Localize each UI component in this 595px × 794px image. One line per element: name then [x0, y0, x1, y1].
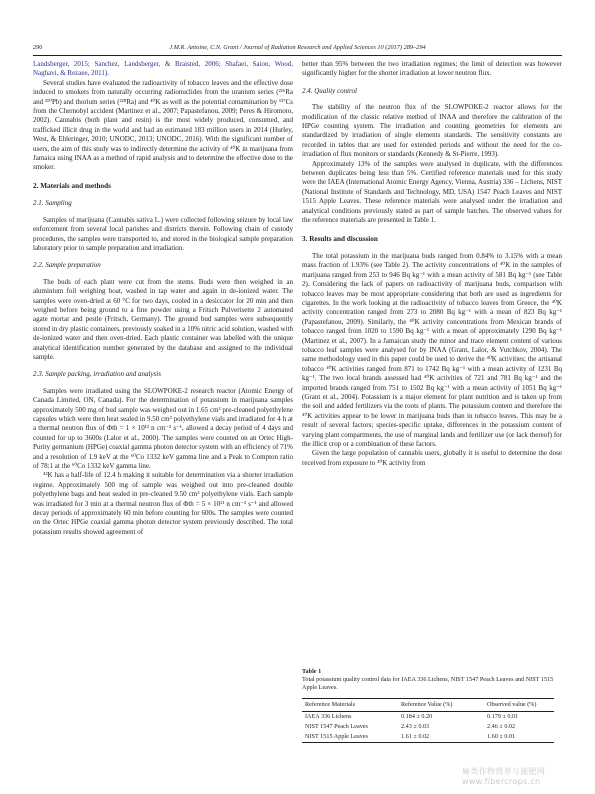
paragraph: ⁴²K has a half-life of 12.4 h making it suitable for determination via a shorter irradiation regime. Approximately 500 mg of sample was weighed out into pre-cleaned double polyethylene bags and heat sealed in pre-cleaned 9.50 cm³ polyethylene vials. Each sample was irradiated for 3 min at a thermal neutron flux of Φth = 5 × 10¹¹ n cm⁻² s⁻¹ and allowed decay periods of approximately 60 min before counting for 600s. The samples were counted on the Ortec HPGe coaxial gamma photon detector system previously described. The total potassium results showed agreement of [33, 471, 293, 536]
table-row [302, 732, 554, 743]
table-cell: NIST 1515 Apple Leaves [302, 732, 398, 743]
paragraph: Approximately 13% of the samples were analysed in duplicate, with the differences between duplicates being less than 5%. Certified reference materials used for this study were the IAEA (International Atomic Energy Agency, Vienna, Austria) 336 – Lichens, NIST (National Institute of Standards and Technology, MD, USA) 1547 Peach Leaves and NIST 1515 Apple Leaves. These reference materials were analysed under the irradiation and analytical conditions previously stated as part of sample batches. The observed values for the reference materials are presented in Table 1. [302, 159, 562, 225]
right-column [302, 60, 562, 468]
paragraph: Samples were irradiated using the SLOWPOKE-2 research reactor (Atomic Energy of Canada Limited, ON, Canada). For the determination of potassium in marijuana samples approximately 500 mg of bud sample was weighed out in 1.65 cm³ pre-cleaned polyethylene capsules which were then heat sealed in 9.50 cm³ polyethylene vials and irradiated for 4 h at a thermal neutron flux of Φth = 1 × 10¹² n cm⁻² s⁻¹, allowed a decay period of 4 days and counted for up to 3600s (Lalor et al., 2000). The samples were counted on an Ortec High-Purity germanium (HPGe) coaxial gamma photon detector system with an efficiency of 71% and a resolution of 1.9 keV at the ⁶⁰Co 1332 keV gamma line and a Peak to Compton ratio of 78:1 at the ⁶⁰Co 1332 keV gamma line. [33, 386, 293, 471]
column-header: Reference Value (%) [398, 699, 484, 712]
paragraph: better than 95% between the two irradiation regimes; the limit of detection was however significantly higher for the shorter irradiation at lower neutron flux. [302, 60, 562, 78]
table-row [302, 712, 554, 723]
journal-citation: J.M.R. Antoine, C.N. Grant / Journal of Radiation Research and Applied Sciences 10 (2017) 289–294 [169, 44, 426, 51]
column-header: Reference Materials [302, 699, 398, 712]
subsection-heading: 2.1. Sampling [33, 199, 72, 208]
paragraph: The total potassium in the marijuana buds ranged from 0.84% to 3.15% with a mean mass fraction of 1.93% (see Table 2). The activity concentrations of ⁴⁰K in the samples of marijuana ranged from 253 to 946 Bq kg⁻¹ with a mean activity of 581 Bq kg⁻¹ (see Table 2). Considering the lack of papers on radioactivity of marijuana buds, comparison with tobacco leaves may be most appropriate considering that both are used as ingredients for cigarettes. In the work looking at the radioactivity of tobacco leaves from Greece, the ⁴⁰K activity concentration ranged from 273 to 2080 Bq kg⁻¹ with a mean of 823 Bq kg⁻¹ (Papastefanou, 2009). Similarly, the ⁴⁰K activity concentrations from Mexican brands of tobacco ranged from 1020 to 1590 Bq kg⁻¹ with a mean of approximately 1290 Bq kg⁻¹ (Martinez et al., 2007). In a Jamaican study the minor and trace element content of various tobacco leaf samples were analysed for by INAA (Grant, Lalor, & Vutchkov, 2004). The same methodology used in this paper could be used to derive the ⁴⁰K activities; the artisanal tobacco ⁴⁰K activities ranged from 871 to 1742 Bq kg⁻¹ with a mean activity of 1231 Bq kg⁻¹. The two local brands assessed had ⁴⁰K activities of 721 and 781 Bq kg⁻¹ and the imported brands ranged from 751 to 1502 Bq kg⁻¹ with a mean activity of 1051 Bq kg⁻¹ (Grant et al., 2004). Potassium is a major element for plant nutrition and is taken up from the soil and added fertilizers via the roots of plants. The potassium content and therefore the ⁴⁰K activities appear to be lower in marijuana buds than in tobacco leaves. This may be a result of several factors; species-specific uptake, differences in the potassium content of varying plant compartments, the use of marginal lands and fertilizer use (or lack thereof) for the illicit crop or a combination of these factors. [302, 251, 562, 449]
paragraph: Several studies have evaluated the radioactivity of tobacco leaves and the effective dose induced to smokers from naturally occurring radionuclides from the uranium series (²²⁶Ra and ²¹⁰Pb) and thorium series (²²⁸Ra) and ⁴⁰K as well as the potential contamination by ¹³⁷Cs from the Chernobyl accident (Martinez et al., 2007; Papastefanou, 2009; Peres & Hiromoto, 2002). Cannabis (both plant and resin) is the most widely produced, consumed, and trafficked illicit drug in the world and had an estimated 183 million users in 2014 (Hurley, West, & Ehleringer, 2010; UNODC, 2013; UNODC, 2016). With the significant number of users, the aim of this study was to indirectly determine the activity of ⁴⁰K in marijuana from Jamaica using INAA as a method of rapid analysis and to determine the effective dose to the smoker. [33, 78, 293, 172]
table-header-row [302, 699, 554, 712]
table-cell: 0.179 ± 0.01 [487, 713, 519, 720]
watermark: 麻类作物营养与施肥网 www.fibercrops.cn [462, 767, 545, 786]
section-heading: 3. Results and discussion [302, 234, 378, 243]
table-cell: IAEA 336 Lichens [305, 713, 352, 720]
table-cell: 1.60 ± 0.01 [484, 732, 554, 743]
paragraph: The buds of each plant were cut from the stems. Buds were then weighed in an aluminium foil weighing boat, washed in tap water and again in de-ionized water. The samples were oven-dried at 60 °C for two days, cooled in a desiccator for 20 min and then weighed before being ground to a fine powder using a Fritsch Pulverisette 2 automated agate mortar and pestle (Fritsch, Germany). The ground bud samples were subsequently stored in dry plastic containers, previously soaked in a 10% nitric acid solution, washed with de-ionized water and then oven-dried. Each plastic container was labelled with the unique analytical identification number generated by the database and assigned to the individual sample. [33, 277, 293, 361]
page-number: 290 [33, 44, 43, 51]
table-cell: 2.43 ± 0.03 [401, 723, 430, 730]
table-row [302, 722, 554, 732]
paragraph: Landsberger, 2015; Sanchez, Landsberger, & Braisted, 2006; Shafaei, Saion, Wood, Naghavi, & Rezaee, 2011). [33, 60, 293, 78]
subsection-heading: 2.4. Quality control [302, 86, 357, 95]
table-1 [302, 668, 562, 743]
table-cell: 0.184 ± 0.20 [401, 713, 433, 720]
left-column [33, 60, 293, 537]
header-rule [33, 55, 562, 56]
table-cell: 2.46 ± 0.02 [487, 723, 516, 730]
subsection-heading: 2.2. Sample preparation [33, 261, 101, 270]
reference-materials-table [302, 698, 554, 743]
table-cell: 1.61 ± 0.02 [398, 732, 484, 743]
paragraph: Samples of marijuana (Cannabis sativa L.) were collected following seizure by local law enforcement from several local parishes and districts therein. Following chain of custody procedures, the samples were transported to, and stored in the biological sample preparation laboratory prior to sample preparation and irradiation. [33, 215, 293, 252]
paragraph: The stability of the neutron flux of the SLOWPOKE-2 reactor allows for the modification of the classic relative method of INAA and therefore the calibration of the HPGe counting system. The irradiation and counting geometries for elements are standardized by irradiation of single elements standards. The sensitivity constants are recorded in tables that are used for extended periods and without the need for the co-irradiation of flux monitors or standards (Kennedy & St-Pierre, 1993). [302, 103, 562, 159]
paragraph: Given the large population of cannabis users, globally it is useful to determine the dose received from exposure to ⁴⁰K activity from [302, 449, 562, 467]
table-label: Table 1 [302, 668, 322, 675]
table-caption: Total potassium quality control data for IAEA 336 Lichens, NIST 1547 Peach Leaves and NIST 1515 Apple Leaves. [302, 676, 554, 691]
subsection-heading: 2.3. Sample packing, irradiation and analysis [33, 370, 161, 379]
section-heading: 2. Materials and methods [33, 181, 111, 190]
column-header: Observed value (%) [484, 699, 554, 712]
table-cell: NIST 1547 Peach Leaves [305, 723, 368, 730]
